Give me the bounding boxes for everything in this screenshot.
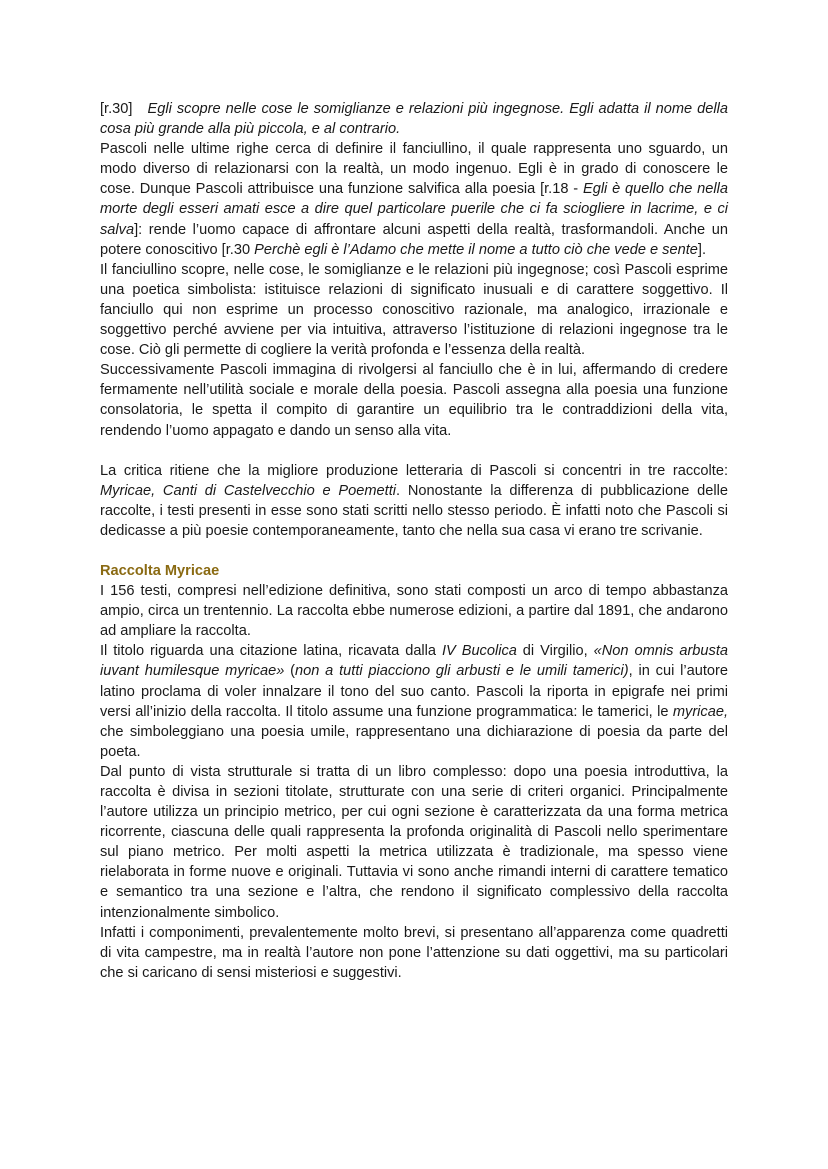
body-text: Il titolo riguarda una citazione latina, ricavata dalla [100, 643, 442, 660]
myricae-word: myricae, [672, 703, 728, 720]
translation-text: non a tutti piacciono gli arbusti e le umili tamerici) [295, 663, 629, 680]
body-text: ]: rende l’uomo capace di affrontare alcuni aspetti della realtà, trasformandoli. Anche un potere conoscitivo [r.30 [100, 221, 728, 258]
body-text: . Nonostante la differenza di pubblicazione delle raccolte, i testi presenti in esse sono stati scritti nello stesso periodo. È infatti noto che Pascoli si dedicasse a più poesie contemporaneamente, tanto che nella sua casa vi erano tre scrivanie. [100, 482, 728, 539]
body-text: La critica ritiene che la migliore produzione letteraria di Pascoli si concentri in tre raccolte: [100, 462, 728, 479]
document-page [100, 99, 728, 983]
body-text: ( [284, 663, 296, 680]
body-text: , in cui l’autore latino proclama di voler innalzare il tono del suo canto. Pascoli la riporta in epigrafe nei primi versi all’inizio della raccolta. Il titolo assume una funzione programmatica: le tamerici, le [100, 663, 728, 720]
paragraph-componimenti: Infatti i componimenti, prevalentemente molto brevi, si presentano all’apparenza come quadretti di vita campestre, ma in realtà l’autore non pone l’attenzione su dati oggettivi, ma su particolari che si caricano di sensi misteriosi e suggestivi. [100, 924, 728, 981]
paragraph-156-testi: I 156 testi, compresi nell’edizione definitiva, sono stati composti un arco di tempo abbastanza ampio, circa un trentennio. La raccolta ebbe numerose edizioni, a partire dal 1891, che andarono ad ampliare la raccolta. [100, 583, 728, 640]
quote-text: Egli è quello che nella morte degli esseri amati esce a dire quel particolare puerile che ci fa sciogliere in lacrime, e ci salva [100, 181, 729, 238]
paragraph-r30-quote [100, 99, 728, 139]
latin-quote: «Non omnis arbusta iuvant humilesque myricae» [100, 643, 729, 680]
paragraph-struttura: Dal punto di vista strutturale si tratta di un libro complesso: dopo una poesia introduttiva, la raccolta è divisa in sezioni titolate, strutturate con una serie di criteri organici. Principalmente l’autore utilizza un principio metrico, per cui ogni sezione è caratterizzata da una forma metrica ricorrente, ciascuna delle quali rappresenta la profonda originalità di Pascoli nello sperimentare sul piano metrico. Per molti aspetti la metrica utilizzata è tradizionale, ma spesso viene rielaborata in forme nuove e originali. Tuttavia vi sono anche rimandi interni di carattere tematico e semantico tra una sezione e l’altra, che rendono il significato complessivo della raccolta intenzionalmente simbolico. [100, 763, 728, 921]
body-text: Pascoli nelle ultime righe cerca di definire il fanciullino, il quale rappresenta uno sguardo, un modo diverso di relazionarsi con la realtà, un modo ingenuo. Egli è in grado di conoscere le cose. Dunque Pascoli attribuisce una funzione salvifica alla poesia [r.18 - [100, 141, 728, 198]
body-text: di Virgilio, [516, 643, 594, 660]
line-reference: [r.30] [100, 101, 133, 117]
section-heading: Raccolta Myricae [100, 562, 220, 579]
paragraph-titolo [100, 641, 728, 762]
paragraph-fanciullino-intro [100, 139, 728, 260]
quote-text: Egli scopre nelle cose le somiglianze e relazioni più ingegnose. Egli adatta il nome della cosa più grande alla più piccola, e al contrario. [100, 101, 728, 138]
quote-text: Perchè egli è l’Adamo che mette il nome a tutto ciò che vede e sente [254, 241, 698, 258]
paragraph-funzione-consolatoria: Successivamente Pascoli immagina di rivolgersi al fanciullo che è in lui, affermando di credere fermamente nell’utilità sociale e morale della poesia. Pascoli assegna alla poesia una funzione consolatoria, le spetta il compito di garantire un equilibrio tra le contraddizioni della vita, rendendo l’uomo appagato e dando un senso alla vita. [100, 362, 728, 439]
paragraph-tre-raccolte [100, 461, 728, 541]
work-title: IV Bucolica [441, 643, 517, 660]
paragraph-poetica-simbolista: Il fanciullino scopre, nelle cose, le somiglianze e le relazioni più ingegnose; così Pascoli esprime una poetica simbolista: istituisce relazioni di significato inusuali e di carattere soggettivo. Il fanciullo qui non esprime un processo conoscitivo razionale, ma analogico, irrazionale e soggettivo perché avviene per via intuitiva, attraverso l’istituzione di relazioni ingegnose tra le cose. Ciò gli permette di cogliere la verità profonda e l’essenza della realtà. [100, 261, 728, 359]
body-text: ]. [697, 241, 706, 258]
body-text: che simboleggiano una poesia umile, rappresentano una dichiarazione di poesia da parte del poeta. [100, 723, 728, 760]
collection-titles: Myricae, Canti di Castelvecchio e Poemetti [100, 482, 397, 499]
